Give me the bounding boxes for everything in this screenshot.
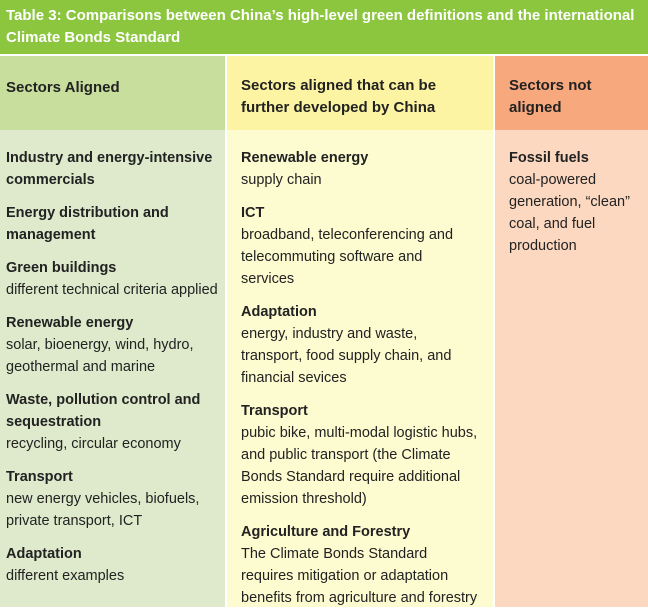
sector-description: The Climate Bonds Standard requires mitigation or adaptation benefits from agriculture and forestry [241,543,479,609]
sector-entry [6,389,219,455]
column-body [495,130,648,257]
sector-entry [6,312,219,378]
column-sectors-further-developed [227,56,493,607]
sector-title: Green buildings [6,257,219,279]
sector-title: Transport [241,400,479,422]
column-body [0,130,225,587]
sector-title: Adaptation [241,301,479,323]
sector-title: Renewable energy [6,312,219,334]
sector-description: pubic bike, multi-modal logistic hubs, and public transport (the Climate Bonds Standard require additional emission threshold) [241,422,479,510]
sector-entry [241,521,479,609]
sector-description: energy, industry and waste, transport, food supply chain, and financial sevices [241,323,479,389]
sector-entry [6,543,219,587]
sector-title: Transport [6,466,219,488]
sector-entry [509,147,634,257]
column-heading: Sectors not aligned [495,56,648,130]
sector-entry [6,257,219,301]
sector-description: coal-powered generation, “clean” coal, and fuel production [509,169,634,257]
column-sectors-aligned [0,56,225,607]
sector-title: ICT [241,202,479,224]
sector-description: solar, bioenergy, wind, hydro, geothermal and marine [6,334,219,378]
sector-title: Fossil fuels [509,147,634,169]
sector-description: different technical criteria applied [6,279,219,301]
sector-entry [6,466,219,532]
column-heading: Sectors aligned that can be further developed by China [227,56,493,130]
sector-description: recycling, circular economy [6,433,219,455]
sector-description: new energy vehicles, biofuels, private transport, ICT [6,488,219,532]
sector-title: Industry and energy-intensive commercials [6,147,219,191]
sector-title: Renewable energy [241,147,479,169]
sector-entry [241,147,479,191]
sector-entry [6,202,219,246]
column-body [227,130,493,609]
sector-description: different examples [6,565,219,587]
sector-entry [6,147,219,191]
sector-title: Energy distribution and management [6,202,219,246]
sector-title: Agriculture and Forestry [241,521,479,543]
column-heading: Sectors Aligned [0,56,225,130]
sector-description: supply chain [241,169,479,191]
sector-title: Waste, pollution control and sequestration [6,389,219,433]
column-sectors-not-aligned [495,56,648,607]
sector-entry [241,202,479,290]
sector-entry [241,301,479,389]
sector-description: broadband, teleconferencing and telecommuting software and services [241,224,479,290]
table-title: Table 3: Comparisons between China’s high-level green definitions and the international Climate Bonds Standard [0,0,648,54]
sector-title: Adaptation [6,543,219,565]
sector-entry [241,400,479,510]
